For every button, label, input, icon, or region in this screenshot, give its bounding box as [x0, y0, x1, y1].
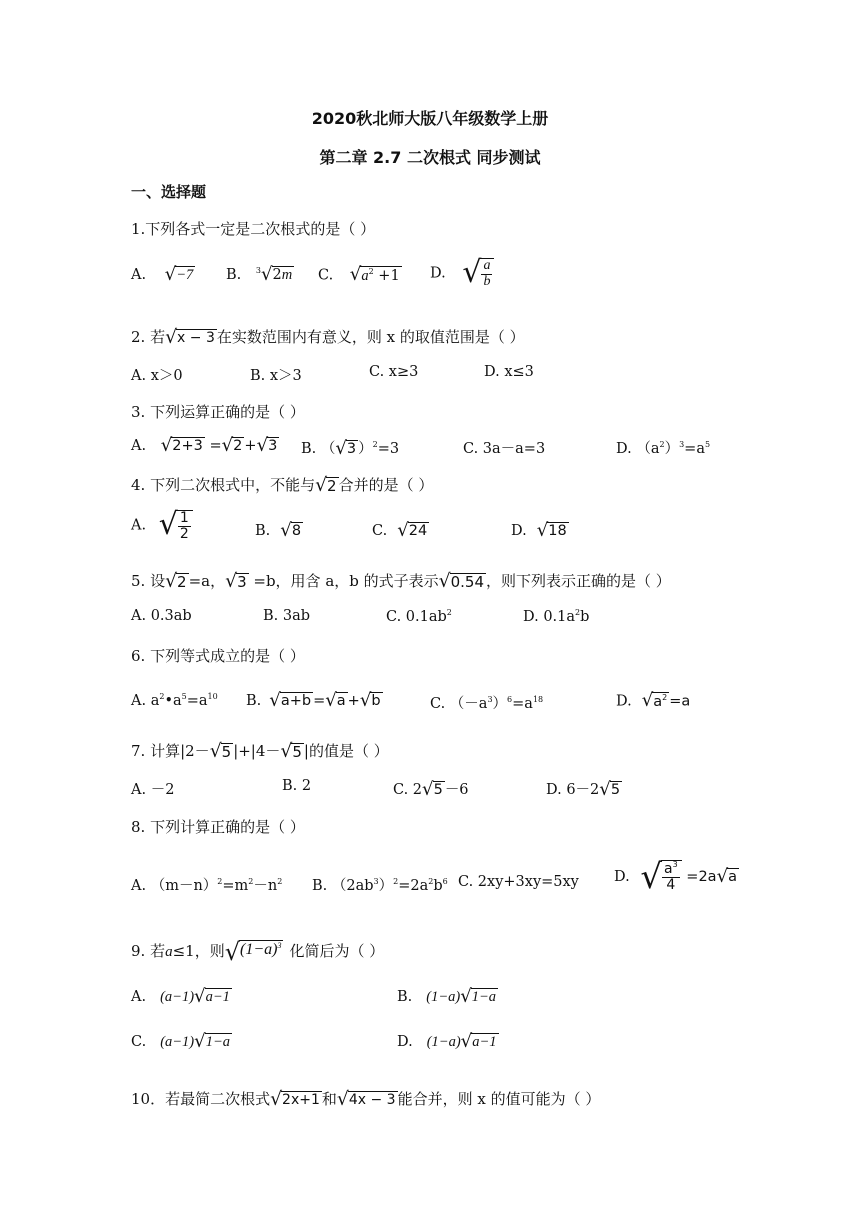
question-8-option-c: C. 2xy+3xy=5xy: [458, 874, 579, 890]
question-8-option-b: B. $(2ab^3)^2=2a^2b^6$: [312, 877, 448, 894]
question-7-option-a: A. －2: [131, 782, 175, 798]
question-5-option-d: D. $0.1a^2b$: [523, 608, 590, 625]
question-4-option-b: B. √ 8: [255, 520, 302, 541]
question-8-option-a: A. $(m-n)^2=m^2-n^2$: [131, 877, 283, 894]
question-1-option-d: D. √ $\frac{a}{b}$: [430, 258, 494, 289]
question-4-option-d: D. √ 18: [511, 520, 567, 541]
question-3-option-b: B. （ √ 3 ）$^2$=3: [301, 437, 400, 459]
question-1-option-c: C. √ $a^2 +1$: [318, 264, 400, 285]
question-6-option-b: B. √ a+b = √ a + √ b: [246, 690, 381, 711]
question-9-option-c: C. (a−1) √ 1−a: [131, 1031, 230, 1052]
document-subtitle: 第二章 2.7 二次根式 同步测试: [319, 148, 541, 167]
question-2-option-b: B. x＞3: [250, 368, 302, 384]
question-1-option-a: A. √ −7: [131, 264, 194, 285]
question-6-option-a: A. $a^2•a^5=a^{10}$: [131, 692, 218, 709]
question-4-option-c: C. √ 24: [372, 520, 428, 541]
question-6-option-c: C. $(-a^3)^6=a^{18}$: [430, 695, 544, 712]
question-5-option-a: A. 0.3ab: [131, 608, 192, 624]
question-4-stem: 4. 下列二次根式中，不能与 √ 2 合并的是（ ）: [131, 474, 434, 496]
question-9-option-b: B. (1−a) √ 1−a: [397, 986, 497, 1007]
question-5-option-b: B. 3ab: [263, 608, 311, 624]
question-7-option-d: D. 6－2 √ 5: [546, 778, 621, 800]
question-8-option-d: D. √ $\frac{a^3}{4}$ =2a √ a: [614, 857, 737, 897]
question-3-option-c: C. 3a－a=3: [463, 441, 546, 457]
question-6-option-d: D. √ $a^2$ =a: [616, 690, 691, 711]
question-1-stem: 1.下列各式一定是二次根式的是（ ）: [131, 220, 376, 238]
question-6-stem: 6. 下列等式成立的是（ ）: [131, 647, 305, 665]
question-2-option-a: A. x＞0: [131, 368, 183, 384]
question-9-option-a: A. (a−1) √ a−1: [131, 986, 230, 1007]
question-4-option-a: A. √ $\frac{1}{2}$: [131, 510, 193, 541]
question-2-option-d: D. x≤3: [484, 364, 534, 380]
question-3-option-a: A. √ 2+3 = √ 2 + √ 3: [131, 435, 278, 456]
document-title: 2020秋北师大版八年级数学上册: [311, 109, 549, 128]
question-9-option-d: D. (1−a) √ a−1: [397, 1031, 497, 1052]
question-1-option-b: B. $^3$ √ 2m: [226, 264, 293, 285]
question-9-stem: 9. 若a≤1，则 √ $(1-a)^3$ 化简后为（ ）: [131, 938, 385, 966]
question-2-option-c: C. x≥3: [369, 364, 419, 380]
section-heading: 一、选择题: [131, 183, 207, 201]
question-8-stem: 8. 下列计算正确的是（ ）: [131, 818, 305, 836]
question-10-stem: 10．若最简二次根式 √ 2x+1 和 √ 4x − 3 能合并，则 x 的值可能为（ ）: [131, 1088, 601, 1110]
question-7-option-c: C. 2 √ 5 －6: [393, 778, 469, 800]
question-7-option-b: B. 2: [282, 778, 312, 794]
question-5-stem: 5. 设 √ 2 =a， √ 3 =b，用含 a，b 的式子表示 √ 0.54 ，则下列表示正确的是（ ）: [131, 570, 671, 592]
question-2-stem: 2. 若 √ x − 3 在实数范围内有意义，则 x 的取值范围是（ ）: [131, 326, 525, 348]
question-3-stem: 3. 下列运算正确的是（ ）: [131, 403, 305, 421]
question-3-option-d: D. $(a^2)^3=a^5$: [616, 440, 711, 457]
question-7-stem: 7. 计算|2－ √ 5 |+|4－ √ 5 |的值是（ ）: [131, 740, 389, 762]
question-5-option-c: C. $0.1ab^2$: [386, 608, 452, 625]
